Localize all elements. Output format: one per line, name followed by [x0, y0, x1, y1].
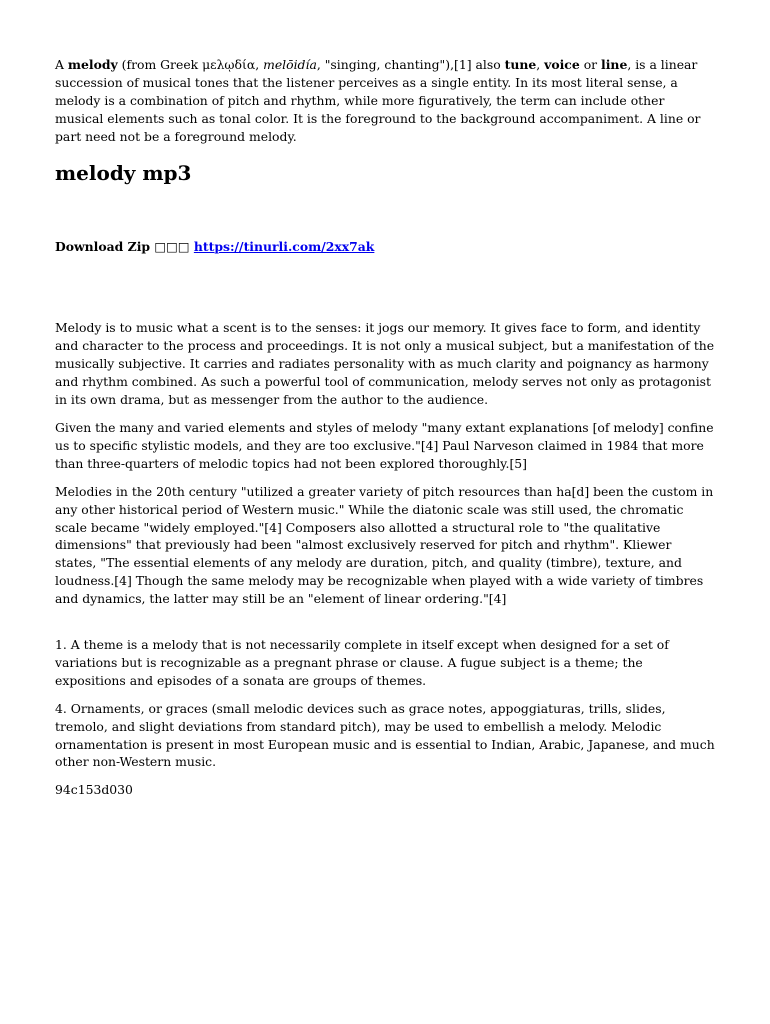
body-paragraph-3: Melodies in the 20th century "utilized a greater variety of pitch resources than ha[d] been the custom in any other historical period of Western music." While the diatonic scale was still used, the chromatic scale became "widely employed."[4] Composers also allotted a structural role to "the qualitative dimensions" that previously had been "almost exclusively reserved for pitch and rhythm". Kliewer states, "The essential elements of any melody are duration, pitch, and quality (timbre), texture, and loudness.[4] Though the same melody may be recognizable when played with a wide variety of timbres and dynamics, the latter may still be an "element of linear ordering."[4]: [55, 483, 714, 607]
term-line: line: [601, 57, 628, 72]
term-tune: tune: [504, 57, 537, 72]
body-paragraph-2: Given the many and varied elements and styles of melody "many extant explanations [of melody] confine us to specific stylistic models, and they are too exclusive."[4] Paul Narveson claimed in 1984 that more than three-quarters of melodic topics had not been explored thoroughly.[5]: [55, 419, 714, 471]
intro-text: (from Greek μελῳδία,: [117, 57, 264, 72]
term-melody: melody: [67, 57, 118, 72]
term-voice: voice: [544, 57, 580, 72]
greek-transliteration: melōidía: [263, 57, 317, 72]
numbered-item-4: 4. Ornaments, or graces (small melodic devices such as grace notes, appoggiaturas, trills, slides, tremolo, and slight deviations from standard pitch), may be used to embellish a melody. Melodic ornamentation is present in most European music and is essential to Indian, Arabic, Japanese, and much other non-Western music.: [55, 700, 715, 770]
intro-text: ,: [536, 57, 545, 72]
download-line: [55, 238, 715, 256]
intro-paragraph: [55, 56, 715, 146]
intro-text: A: [55, 57, 68, 72]
intro-text: or: [579, 57, 602, 72]
intro-text: , is a linear succession of musical tones that the listener perceives as a single entity. In its most literal sense, a melody is a combination of pitch and rhythm, while more figuratively, the term can include other musical elements such as tonal color. It is the foreground to the background accompaniment. A line or part need not be a foreground melody.: [55, 57, 701, 144]
download-label: Download Zip: [55, 238, 155, 254]
intro-text: , "singing, chanting"),[1] also: [316, 57, 505, 72]
numbered-item-1: 1. A theme is a melody that is not necessarily complete in itself except when designed for a set of variations but is recognizable as a pregnant phrase or clause. A fugue subject is a theme; the expositions and episodes of a sonata are groups of themes.: [55, 637, 669, 688]
arrow-glyphs-icon: □□□: [154, 238, 190, 254]
body-paragraph-1: Melody is to music what a scent is to the senses: it jogs our memory. It gives face to form, and identity and character to the process and proceedings. It is not only a musical subject, but a manifestation of the musically subjective. It carries and radiates personality with as much clarity and poignancy as harmony and rhythm combined. As such a powerful tool of communication, melody serves not only as protagonist in its own drama, but as messenger from the author to the audience.: [55, 320, 715, 408]
download-link[interactable]: https://tinurli.com/2xx7ak: [193, 238, 375, 254]
page-heading: melody mp3: [55, 160, 192, 185]
hash-code: 94c153d030: [55, 782, 133, 798]
